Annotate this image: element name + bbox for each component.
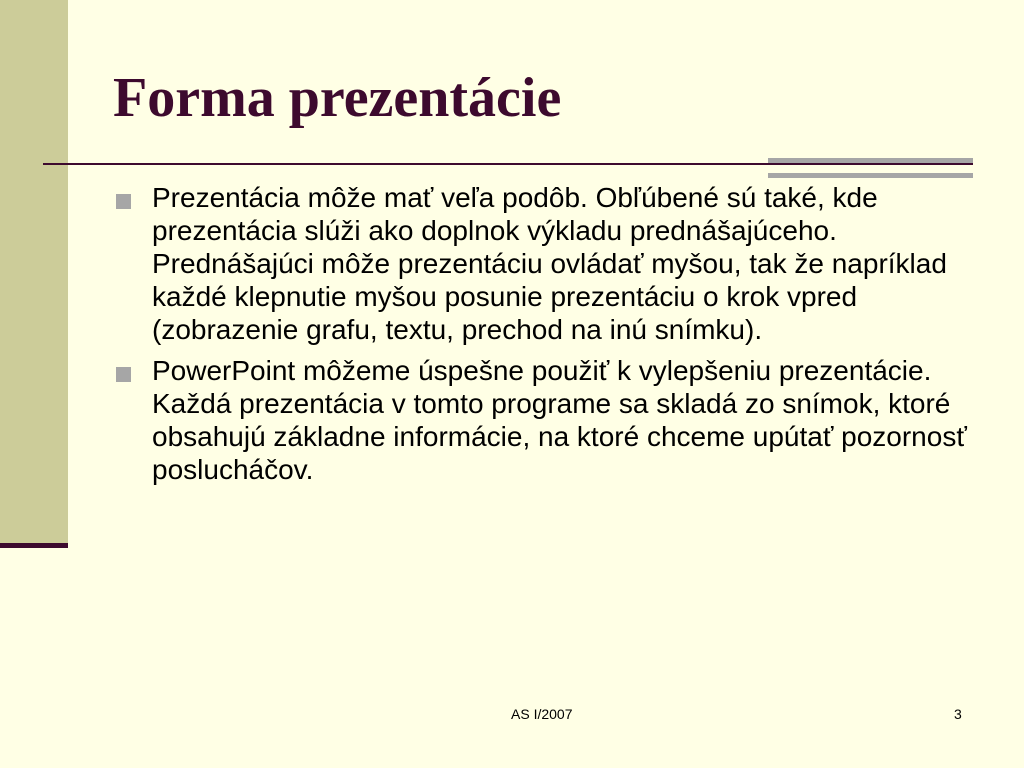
footer-label: AS I/2007 [511, 706, 573, 722]
accent-bar-top [768, 158, 973, 163]
accent-bar-bottom [768, 173, 973, 178]
side-band [0, 0, 68, 548]
square-bullet-icon [116, 367, 131, 382]
title-divider [43, 163, 973, 165]
slide-number: 3 [954, 706, 962, 722]
bullet-item [113, 181, 973, 346]
bullet-text: PowerPoint môžeme úspešne použiť k vylepšeniu prezentácie. Každá prezentácia v tomto programe sa skladá zo snímok, ktoré obsahujú základne informácie, na ktoré chceme upútať pozornosť poslucháčov. [152, 355, 967, 485]
side-band-accent-line [0, 543, 68, 548]
slide-title: Forma prezentácie [113, 67, 562, 129]
bullet-item [113, 354, 973, 486]
bullet-text: Prezentácia môže mať veľa podôb. Obľúbené sú také, kde prezentácia slúži ako doplnok výkladu prednášajúceho. Prednášajúci môže prezentáciu ovládať myšou, tak že napríklad každé klepnutie myšou posunie prezentáciu o krok vpred (zobrazenie grafu, textu, prechod na inú snímku). [152, 182, 947, 345]
square-bullet-icon [116, 194, 131, 209]
bullet-list [113, 181, 973, 494]
